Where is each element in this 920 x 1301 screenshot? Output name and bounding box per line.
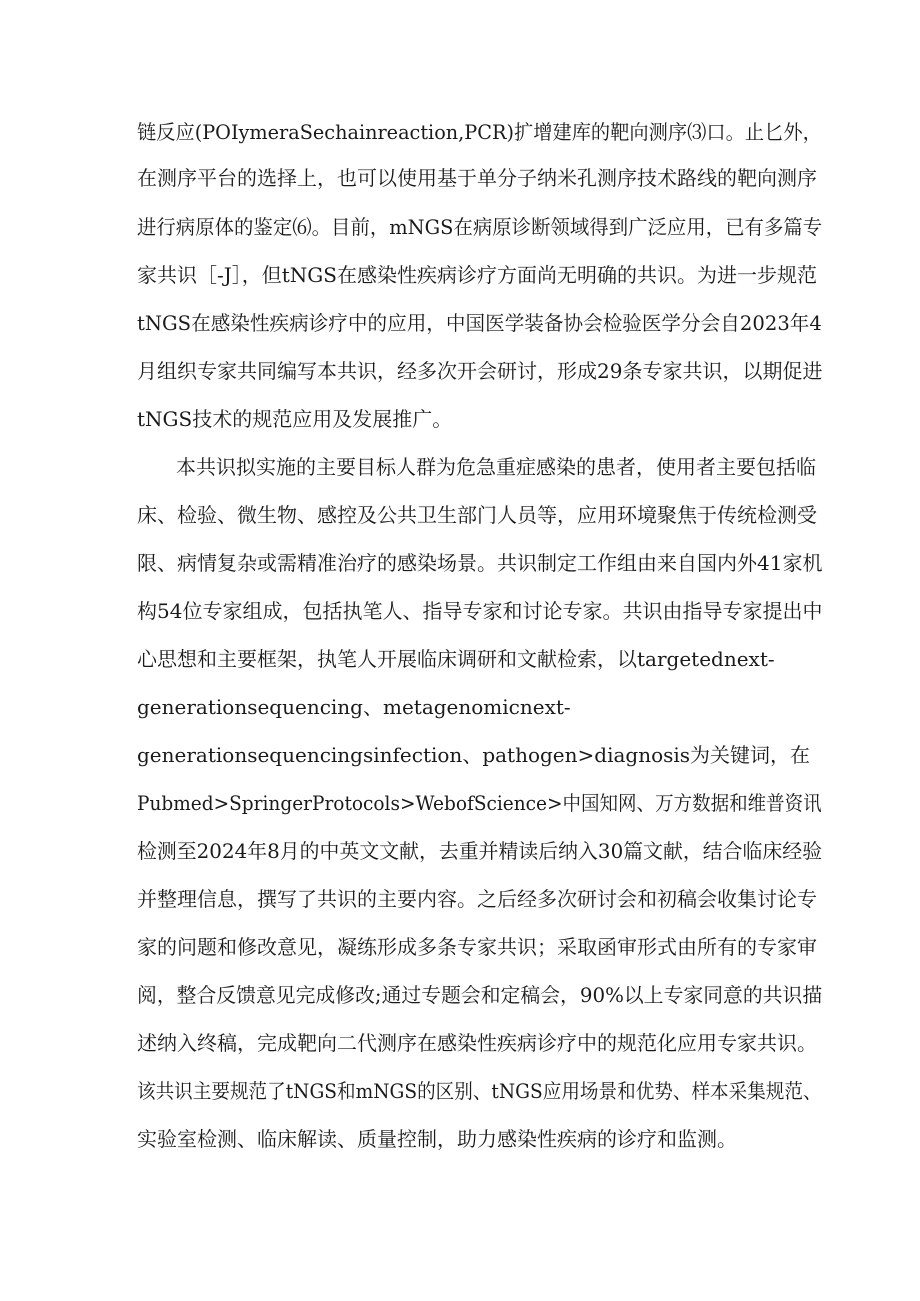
paragraph-2-line-9: 检测至2024年8月的中英文文献，去重并精读后纳入30篇文献，结合临床经验 [137,839,823,863]
paragraph-2-line-5: 心思想和主要框架，执笔人开展临床调研和文献检索，以targetednext- [137,647,775,671]
paragraph-2-line-3: 限、病情复杂或需精准治疗的感染场景。共识制定工作组由来自国内外41家机 [137,551,823,575]
paragraph-2-line-12: 阅，整合反馈意见完成修改;通过专题会和定稿会，90%以上专家同意的共识描 [137,983,823,1007]
paragraph-1-line-2: 在测序平台的选择上，也可以使用基于单分子纳米孔测序技术路线的靶向测序 [137,166,817,190]
paragraph-2-line-7: generationsequencingsinfection、pathogen>diagnosis为关键词，在 [137,743,811,767]
paragraph-2-line-6: generationsequencing、metagenomicnext- [137,695,571,719]
paragraph-1-line-6: 月组织专家共同编写本共识，经多次开会研讨，形成29条专家共识，以期促进 [137,359,823,383]
paragraph-2-line-2: 床、检验、微生物、感控及公共卫生部门人员等，应用环境聚焦于传统检测受 [137,503,817,527]
paragraph-2-line-10: 并整理信息，撰写了共识的主要内容。之后经多次研讨会和初稿会收集讨论专 [137,887,817,911]
paragraph-1-line-5: tNGS在感染性疾病诊疗中的应用，中国医学装备协会检验医学分会自2023年4 [137,311,822,335]
paragraph-2-line-14: 该共识主要规范了tNGS和mNGS的区别、tNGS应用场景和优势、样本采集规范、 [137,1079,822,1103]
paragraph-1-line-3: 进行病原体的鉴定⑹。目前，mNGS在病原诊断领域得到广泛应用，已有多篇专 [137,215,823,239]
paragraph-2-line-11: 家的问题和修改意见，凝练形成多条专家共识；采取函审形式由所有的专家审 [137,935,817,959]
paragraph-2-line-1: 本共识拟实施的主要目标人群为危急重症感染的患者，使用者主要包括临 [176,455,816,479]
paragraph-2-line-4: 构54位专家组成，包括执笔人、指导专家和讨论专家。共识由指导专家提出中 [137,599,823,623]
paragraph-1-line-7: tNGS技术的规范应用及发展推广。 [137,407,453,431]
paragraph-1-line-1: 链反应(POIymeraSechainreaction,PCR)扩增建库的靶向测序⑶口。止匕外， [137,120,822,144]
paragraph-1-line-4: 家共识［-J］，但tNGS在感染性疾病诊疗方面尚无明确的共识。为进一步规范 [137,263,817,287]
paragraph-2-line-13: 述纳入终稿，完成靶向二代测序在感染性疾病诊疗中的规范化应用专家共识。 [137,1031,817,1055]
paragraph-2-line-8: Pubmed>SpringerProtocols>WebofScience>中国知网、万方数据和维普资讯 [137,791,822,815]
paragraph-2-line-15: 实验室检测、临床解读、质量控制，助力感染性疾病的诊疗和监测。 [137,1127,737,1151]
